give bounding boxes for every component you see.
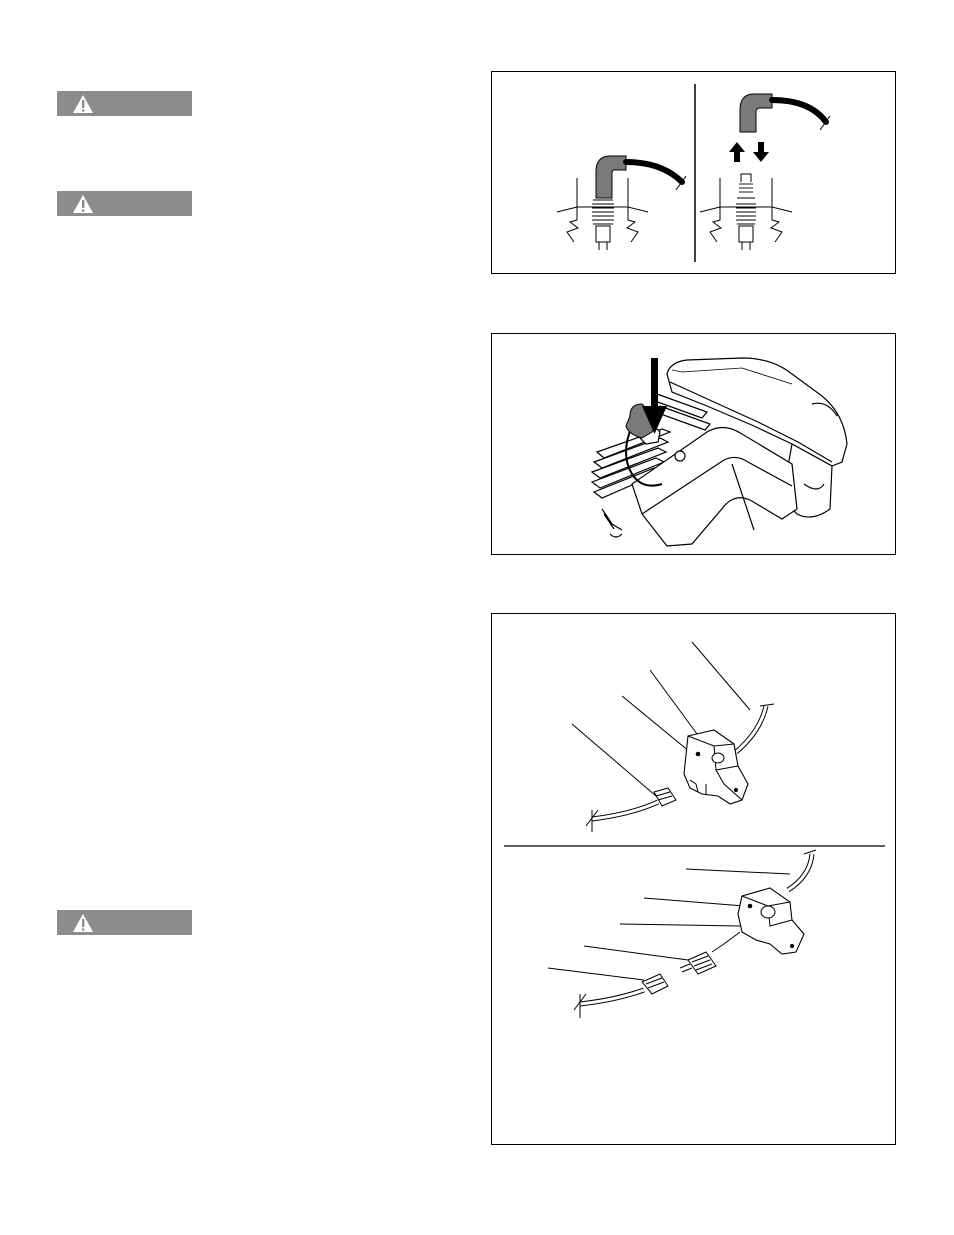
spark-plug-boot-illustration: [492, 72, 897, 275]
warning-triangle-icon: [72, 194, 94, 214]
spark-plug-boot-figure: [491, 71, 896, 274]
warning-label: [57, 910, 192, 935]
up-down-arrows-icon: [729, 142, 769, 162]
warning-label: [57, 91, 192, 116]
warning-label: [57, 191, 192, 216]
boot-removed: [700, 174, 792, 250]
warning-triangle-icon: [72, 94, 94, 114]
connector-figure: [491, 613, 896, 1145]
warning-triangle-icon: [72, 913, 94, 933]
engine-spark-plug-figure: [491, 333, 896, 555]
connector-illustration: [492, 614, 897, 1146]
engine-illustration: [492, 334, 897, 556]
